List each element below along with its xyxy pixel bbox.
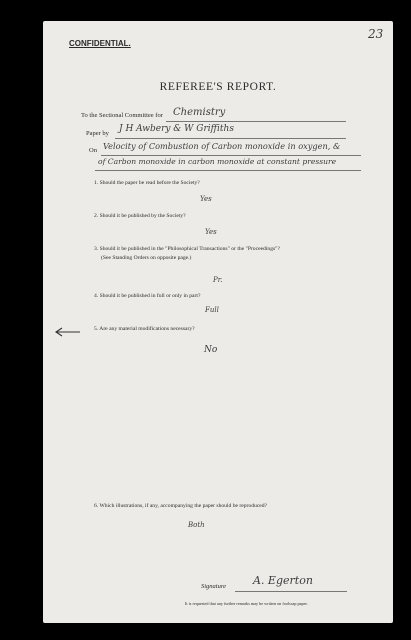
signature-rule (235, 591, 347, 592)
confidential-label: CONFIDENTIAL. (69, 39, 131, 48)
answer-5: No (204, 345, 218, 355)
question-3: 3. Should it be published in the "Philosophical Transactions" or the "Proceedings"? (94, 246, 280, 252)
committee-value: Chemistry (173, 107, 226, 118)
committee-rule (166, 121, 346, 122)
question-6: 6. Which illustrations, if any, accompanying the paper should be reproduced? (94, 503, 268, 509)
question-2: 2. Should it be published by the Society? (94, 213, 186, 219)
on-label: On (89, 147, 97, 154)
question-5: 5. Are any material modifications necessary? (94, 326, 195, 332)
committee-label: To the Sectional Committee for (81, 112, 163, 119)
paper-subject-line-1: Velocity of Combustion of Carbon monoxide in oxygen, & (103, 141, 341, 151)
question-4: 4. Should it be published in full or only in part? (94, 293, 201, 299)
subject-rule-1 (101, 155, 361, 156)
paper-authors: J H Awbery & W Griffiths (119, 124, 234, 134)
answer-3: Pr. (213, 276, 223, 284)
answer-2: Yes (205, 228, 217, 236)
answer-6: Both (188, 521, 205, 529)
page-title: REFEREE'S REPORT. (159, 81, 277, 93)
paper-subject-line-2: of Carbon monoxide in carbon monoxide at constant pressure (98, 157, 337, 166)
signature-label: Signature (201, 583, 227, 590)
page-number: 23 (368, 27, 384, 41)
answer-1: Yes (200, 195, 212, 203)
question-1: 1. Should the paper be read before the Society? (94, 180, 200, 186)
signature-value: A. Egerton (253, 574, 313, 587)
paper-by-label: Paper by (86, 130, 109, 137)
subject-rule-2 (95, 170, 361, 171)
answer-4: Full (205, 306, 219, 314)
margin-arrow-icon (53, 327, 81, 337)
question-3-note: (See Standing Orders on opposite page.) (101, 255, 192, 261)
footer-note: It is requested that any further remarks may be written on foolscap paper. (185, 601, 308, 606)
paper-by-rule (115, 138, 346, 139)
report-form-paper (43, 21, 393, 623)
